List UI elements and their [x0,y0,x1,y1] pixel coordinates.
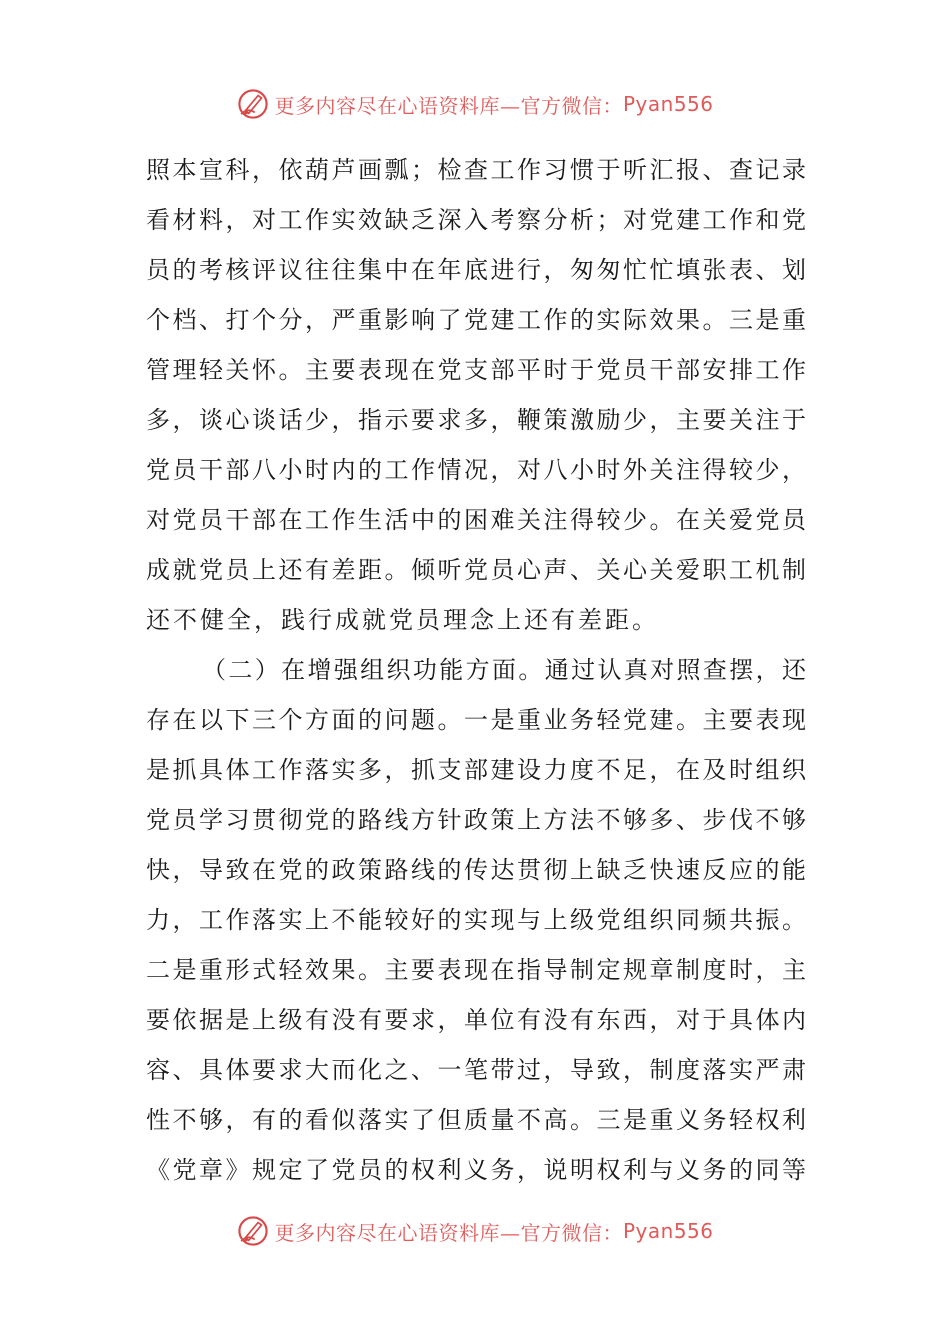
text-line: 看材料，对工作实效缺乏深入考察分析；对党建工作和党 [146,206,806,234]
text-line: 个档、打个分，严重影响了党建工作的实际效果。三是重 [146,306,806,334]
text-line: 《党章》规定了党员的权利义务，说明权利与义务的同等 [146,1156,806,1184]
text-line: 多，谈心谈话少，指示要求多，鞭策激励少，主要关注于 [146,406,806,434]
footer-watermark [0,1211,950,1251]
text-line: 成就党员上还有差距。倾听党员心声、关心关爱职工机制 [146,556,806,584]
text-line: 员的考核评议往往集中在年底进行，匆匆忙忙填张表、划 [146,256,806,284]
text-line: 照本宣科，依葫芦画瓢；检查工作习惯于听汇报、查记录 [146,156,806,184]
text-line: 还不健全，践行成就党员理念上还有差距。 [146,606,659,634]
pen-logo-icon [236,87,270,121]
header-watermark [0,84,950,124]
watermark-handle: Pyan556 [622,92,714,116]
text-line: 党员干部八小时内的工作情况，对八小时外关注得较少， [146,456,806,484]
text-line: 管理轻关怀。主要表现在党支部平时于党员干部安排工作 [146,356,806,384]
text-line: 力，工作落实上不能较好的实现与上级党组织同频共振。 [146,906,806,934]
text-line: 快，导致在党的政策路线的传达贯彻上缺乏快速反应的能 [146,856,806,884]
watermark-handle: Pyan556 [622,1219,714,1243]
text-line: 容、具体要求大而化之、一笔带过，导致，制度落实严肃 [146,1056,806,1084]
document-body [146,145,806,1195]
text-line: 对党员干部在工作生活中的困难关注得较少。在关爱党员 [146,506,806,534]
text-line: 性不够，有的看似落实了但质量不高。三是重义务轻权利 [146,1106,806,1134]
watermark-text: 更多内容尽在心语资料库—官方微信： [274,1220,623,1245]
text-line: 要依据是上级有没有要求，单位有没有东西，对于具体内 [146,1006,806,1034]
text-line: 是抓具体工作落实多，抓支部建设力度不足，在及时组织 [146,756,806,784]
text-line: 党员学习贯彻党的路线方针政策上方法不够多、步伐不够 [146,806,806,834]
watermark-text: 更多内容尽在心语资料库—官方微信： [274,93,623,118]
section-heading-line: （二）在增强组织功能方面。通过认真对照查摆，还 [202,656,806,684]
text-line: 存在以下三个方面的问题。一是重业务轻党建。主要表现 [146,706,806,734]
text-line: 二是重形式轻效果。主要表现在指导制定规章制度时，主 [146,956,806,984]
pen-logo-icon [236,1214,270,1248]
